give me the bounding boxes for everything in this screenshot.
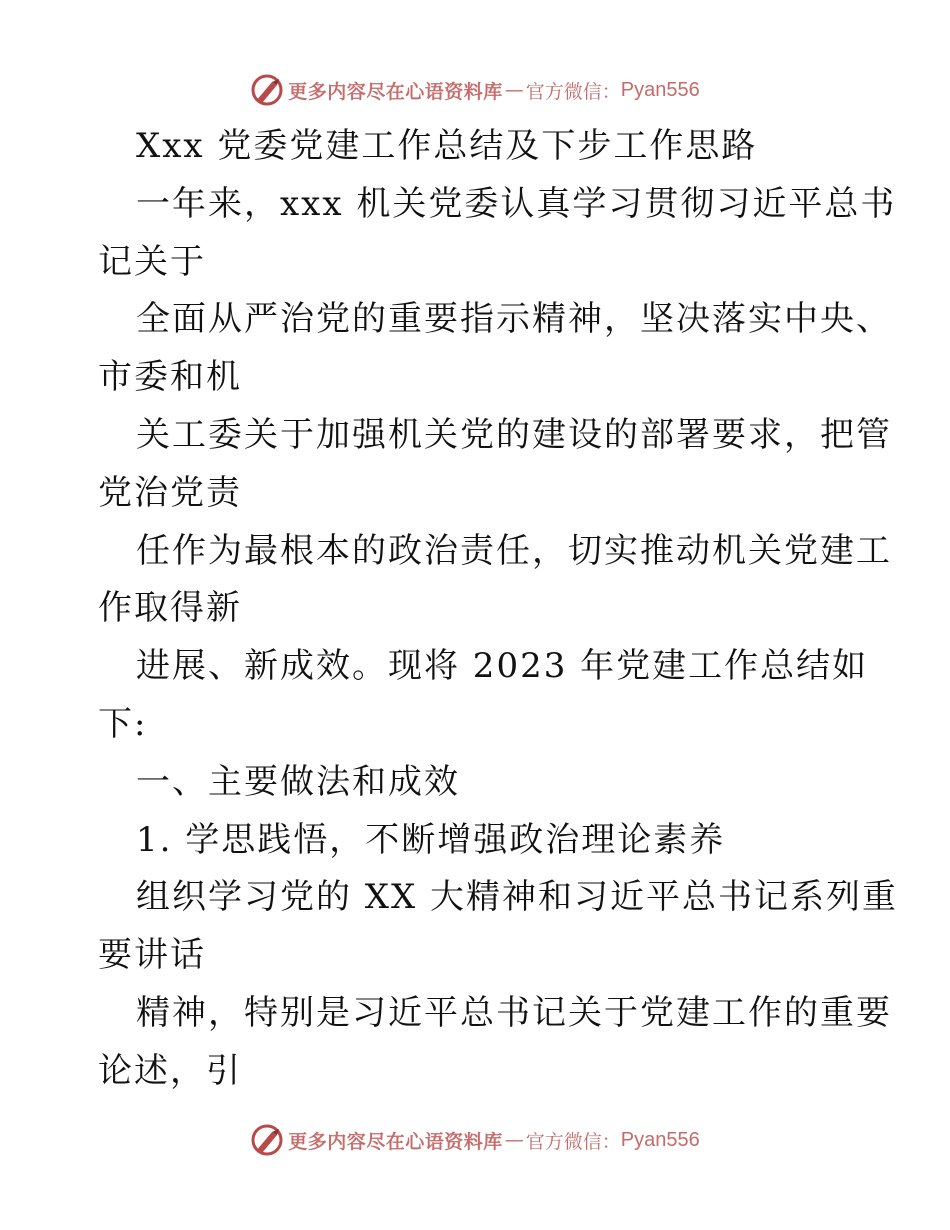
banner-wechat-id: Pyan556 xyxy=(620,1128,700,1151)
pen-logo-icon xyxy=(250,1123,284,1157)
document-line: 进展、新成效。现将 2023 年党建工作总结如 xyxy=(136,646,869,687)
banner-wechat-id: Pyan556 xyxy=(620,78,700,101)
banner-dash: — xyxy=(504,1129,524,1151)
document-body xyxy=(98,118,899,1101)
banner-wechat-label: 官方微信： xyxy=(525,1130,621,1153)
document-line: 市委和机 xyxy=(98,357,242,398)
document-line: 任作为最根本的政治责任，切实推动机关党建工 xyxy=(136,530,892,571)
document-line: 组织学习党的 XX 大精神和习近平总书记系列重 xyxy=(136,877,899,918)
document-line: 论述，引 xyxy=(98,1050,242,1091)
document-line: 1. 学思践悟，不断增强政治理论素养 xyxy=(136,819,726,860)
document-line: 精神，特别是习近平总书记关于党建工作的重要 xyxy=(136,992,892,1033)
banner-dash: — xyxy=(504,79,524,101)
banner-wechat-label: 官方微信： xyxy=(525,80,621,103)
document-line: 一年来，xxx 机关党委认真学习贯彻习近平总书 xyxy=(136,183,897,224)
banner-site-name: 更多内容尽在心语资料库 xyxy=(288,1130,503,1153)
document-line: 一、主要做法和成效 xyxy=(136,761,460,802)
footer-watermark-banner xyxy=(0,1120,950,1160)
document-line: Xxx 党委党建工作总结及下步工作思路 xyxy=(136,126,758,166)
document-line: 全面从严治党的重要指示精神，坚决落实中央、 xyxy=(136,299,892,340)
document-line: 党治党责 xyxy=(98,472,242,513)
document-line: 记关于 xyxy=(98,241,206,282)
banner-site-name: 更多内容尽在心语资料库 xyxy=(288,80,503,103)
document-line: 作取得新 xyxy=(98,588,242,629)
document-line: 关工委关于加强机关党的建设的部署要求，把管 xyxy=(136,414,892,455)
document-line: 要讲话 xyxy=(98,935,206,976)
pen-logo-icon xyxy=(250,73,284,107)
header-watermark-banner xyxy=(0,70,950,110)
document-line: 下: xyxy=(98,703,148,744)
